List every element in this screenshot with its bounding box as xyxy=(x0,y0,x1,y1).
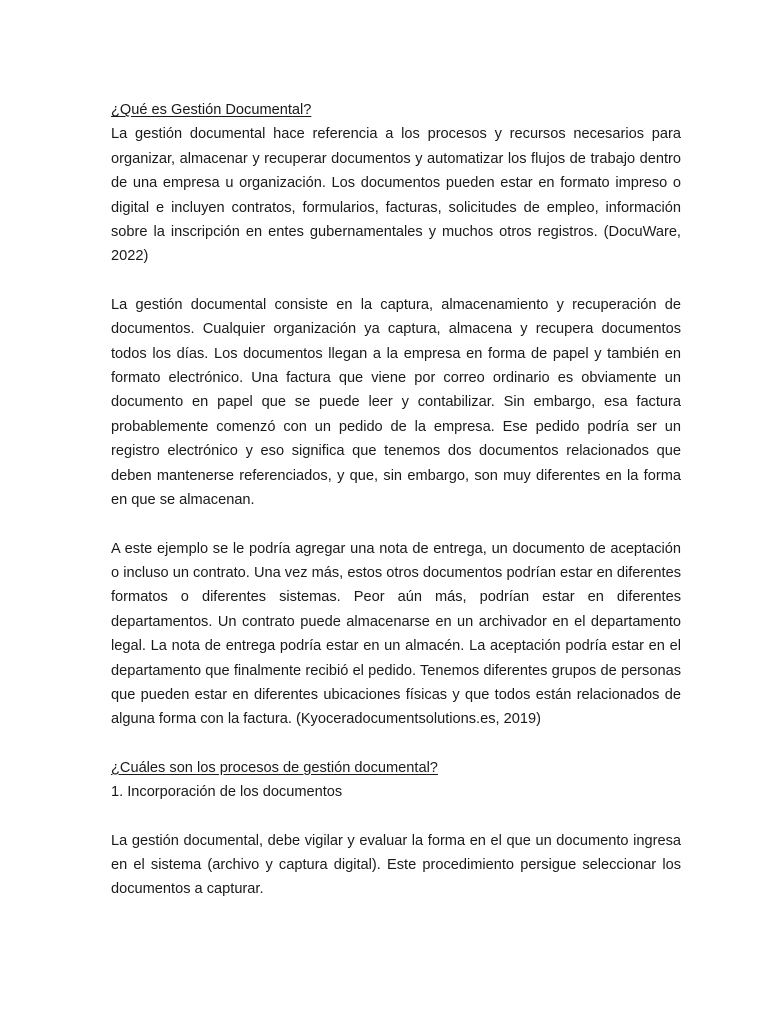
paragraph-incorporation: La gestión documental, debe vigilar y evaluar la forma en el que un documento ingresa en el sistema (archivo y captura digital). Este procedimiento persigue seleccionar los documentos a capturar. xyxy=(111,832,681,898)
document-page xyxy=(111,98,681,902)
paragraph-definition: La gestión documental hace referencia a los procesos y recursos necesarios para organizar, almacenar y recuperar documentos y automatizar los flujos de trabajo dentro de una empresa u organización. Los documentos pueden estar en formato impreso o digital e incluyen contratos, formularios, facturas, solicitudes de empleo, información sobre la inscripción en entes gubernamentales y muchos otros registros. (DocuWare, 2022) xyxy=(111,126,681,265)
section-heading-what-is: ¿Qué es Gestión Documental? xyxy=(111,102,312,118)
subheading-incorporation: 1. Incorporación de los documentos xyxy=(111,784,343,801)
section-heading-processes: ¿Cuáles son los procesos de gestión documental? xyxy=(111,759,438,776)
paragraph-capture-storage: La gestión documental consiste en la captura, almacenamiento y recuperación de documentos. Cualquier organización ya captura, almacena y recupera documentos todos los días. Los documentos llegan a la empresa en forma de papel y también en formato electrónico. Una factura que viene por correo ordinario es obviamente un documento en papel que se puede leer y contabilizar. Sin embargo, esa factura probablemente comenzó con un pedido de la empresa. Ese pedido podría ser un registro electrónico y eso significa que tenemos dos documentos relacionados que deben mantenerse referenciados, y que, sin embargo, son muy diferentes en la forma en que se almacenan. xyxy=(111,296,681,509)
paragraph-example: A este ejemplo se le podría agregar una nota de entrega, un documento de aceptación o incluso un contrato. Una vez más, estos otros documentos podrían estar en diferentes formatos o diferentes sistemas. Peor aún más, podrían estar en diferentes departamentos. Un contrato puede almacenarse en un archivador en el departamento legal. La nota de entrega podría estar en un almacén. La aceptación podría estar en el departamento que finalmente recibió el pedido. Tenemos diferentes grupos de personas que pueden estar en diferentes ubicaciones físicas y que todos están relacionados de alguna forma con la factura. (Kyoceradocumentsolutions.es, 2019) xyxy=(111,540,681,728)
